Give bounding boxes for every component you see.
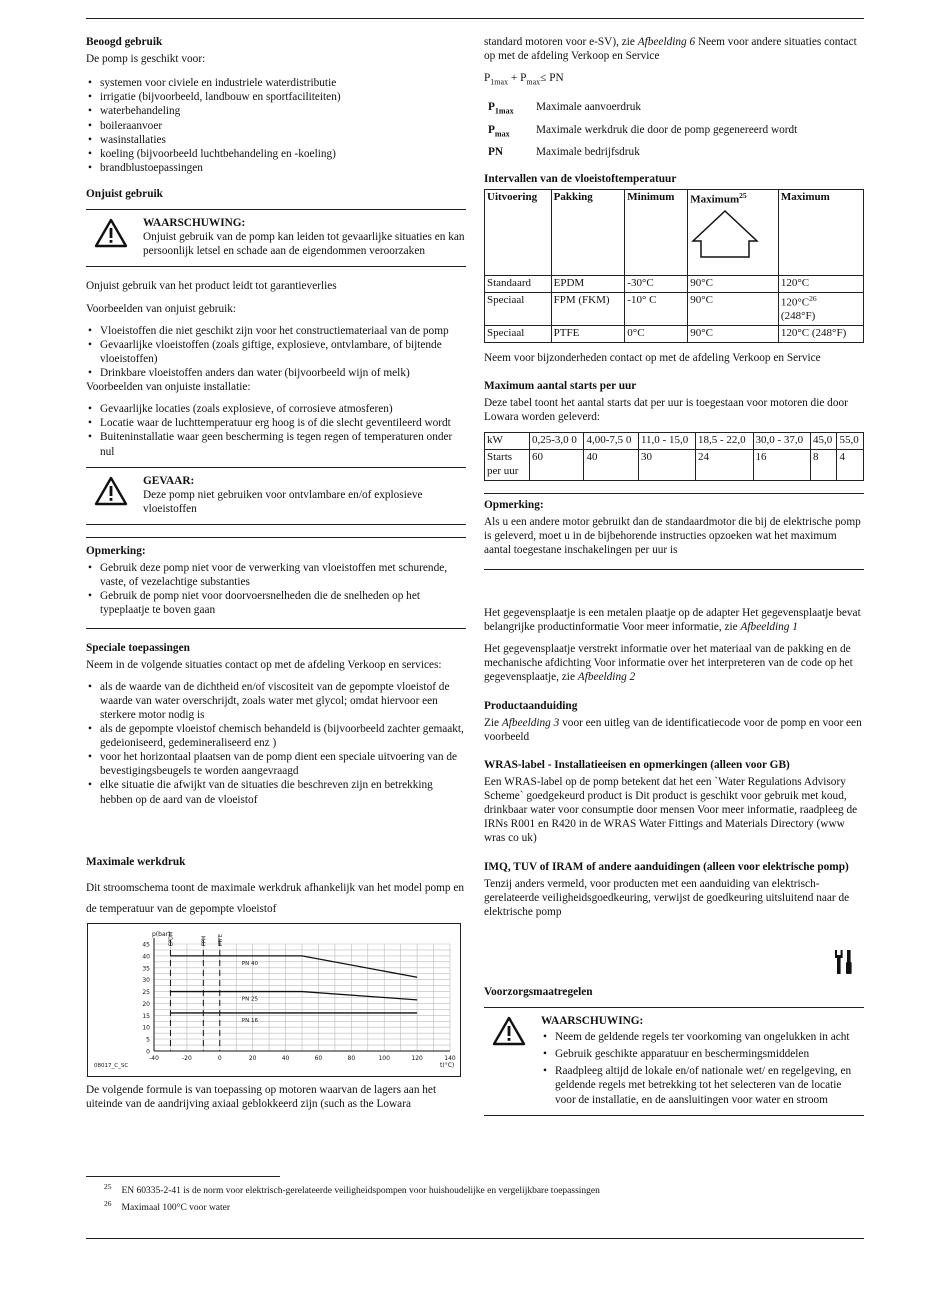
footnote <box>104 1199 864 1215</box>
table-cell: 90°C <box>688 326 779 343</box>
bullet-list-voorzorg <box>541 1030 864 1107</box>
x-tick-label: 100 <box>378 1054 390 1062</box>
table-cell: 90°C <box>688 276 779 293</box>
warning-title: WAARSCHUWING: <box>541 1015 644 1028</box>
y-tick-label: 20 <box>142 1000 150 1008</box>
y-tick-label: 5 <box>146 1036 150 1044</box>
footnote <box>104 1182 864 1198</box>
warning-triangle-icon <box>94 218 128 248</box>
table-header-row <box>485 190 864 276</box>
figure-reference: Afbeelding 3 <box>501 716 560 729</box>
list-item: • elke situatie die afwijkt van de situaties die beschreven zijn en betrekking hebben op de aard van de vloeistof <box>86 778 466 806</box>
footnote-number: 25 <box>104 1182 112 1191</box>
paragraph <box>484 35 864 63</box>
y-tick-label: 0 <box>146 1048 150 1056</box>
list-item: • wasinstallaties <box>86 133 466 147</box>
section-heading-beoogd: Beoogd gebruik <box>86 36 163 48</box>
danger-text: Deze pomp niet gebruiken voor ontvlambare en/of explosieve vloeistoffen <box>143 488 423 515</box>
paragraph: Neem in de volgende situaties contact op met de afdeling Verkoop en services: <box>86 658 442 671</box>
column-header: Maximum <box>778 190 863 276</box>
table-cell: kW <box>485 433 530 450</box>
series-label: PN 25 <box>241 996 258 1003</box>
y-tick-label: 40 <box>142 953 150 961</box>
paragraph: De pomp is geschikt voor: <box>86 53 206 66</box>
x-tick-label: 60 <box>314 1054 323 1062</box>
warning-triangle-icon <box>492 1016 526 1046</box>
figure-reference: Afbeelding 1 <box>740 621 798 634</box>
paragraph: Neem voor bijzonderheden contact op met de afdeling Verkoop en Service <box>484 351 821 364</box>
note-title: Opmerking: <box>484 498 544 511</box>
y-tick-label: 35 <box>142 964 150 972</box>
list-item: • Gevaarlijke locaties (zoals explosieve, of corrosieve atmosferen) <box>86 402 466 416</box>
table-cell: 120°C <box>778 276 863 293</box>
note-box <box>86 537 466 629</box>
paragraph: De volgende formule is van toepassing op motoren waarvan de lagers aan het uiteinde van de aandrijving axiaal geblokkeerd zijn (such as the Lowara <box>86 1083 437 1110</box>
x-tick-label: 80 <box>347 1054 356 1062</box>
table-cell: FPM (FKM) <box>551 292 625 325</box>
x-tick-label: 0 <box>217 1054 222 1062</box>
series-line <box>170 956 417 977</box>
table-cell: 18,5 - 22,0 <box>696 433 754 450</box>
table-cell: EPDM <box>551 276 625 293</box>
list-item: • Locatie waar de luchttemperatuur erg hoog is of die slecht geventileerd wordt <box>86 416 466 430</box>
paragraph <box>484 642 864 684</box>
y-tick-label: 30 <box>142 976 150 984</box>
series-label: PN 16 <box>241 1017 258 1024</box>
table-cell: $120^\circ C^{26}$ (248°F) <box>778 292 863 325</box>
paragraph: Deze tabel toont het aantal starts dat per uur is toegestaan voor motoren die door Lowara worden geleverd: <box>484 397 848 424</box>
list-item: • Gebruik deze pomp niet voor de verwerking van vloeistoffen met schurende, vaste, of vezelachtige substanties <box>86 561 466 589</box>
paragraph: Voorbeelden van onjuiste installatie: <box>86 381 251 394</box>
list-item: • brandblustoepassingen <box>86 161 466 175</box>
table-cell: 30 <box>638 450 695 481</box>
text-span: Zie <box>484 716 500 729</box>
warning-triangle-icon <box>94 476 128 506</box>
column-header: Maximum$^{25}$ <box>688 190 779 276</box>
table-cell: 11,0 - 15,0 <box>638 433 695 450</box>
figure-reference: Afbeelding 6 <box>637 36 696 48</box>
warning-text: Onjuist gebruik van de pomp kan leiden tot gevaarlijke situaties en kan persoonlijk letsel en schade aan de eigendommen veroorzaken <box>143 231 465 258</box>
definition-key: $P_{1max}$ <box>488 101 514 116</box>
definition-key: PN <box>488 145 504 158</box>
list-item: • Neem de geldende regels ter voorkoming van ongelukken in acht <box>541 1030 864 1044</box>
definition-value: Maximale bedrijfsdruk <box>536 145 640 158</box>
warning-box <box>86 209 466 267</box>
section-heading-onjuist: Onjuist gebruik <box>86 187 163 200</box>
warning-title: WAARSCHUWING: <box>143 217 246 230</box>
temperature-table <box>484 189 864 343</box>
material-label: EPDM <box>168 931 175 946</box>
definition-value: Maximale werkdruk die door de pomp gegenereerd wordt <box>536 123 798 136</box>
pressure-temperature-chart <box>87 923 461 1077</box>
definition-value: Maximale aanvoerdruk <box>536 101 642 114</box>
bottom-rule <box>86 1238 864 1239</box>
section-heading-voorzorg: Voorzorgsmaatregelen <box>484 985 593 998</box>
list-item: • als de gepompte vloeistof chemisch behandeld is (bijvoorbeeld zachter gemaakt, gedeioniseerd, gedemineraliseerd enz ) <box>86 722 466 750</box>
definition-key: $P_{max}$ <box>488 123 510 138</box>
right-column <box>484 35 864 1128</box>
section-heading-speciaal: Speciale toepassingen <box>86 641 190 654</box>
text-span: standard motoren voor e-SV), zie <box>484 36 635 48</box>
x-axis-label: t(°C) <box>440 1061 455 1069</box>
list-item: • irrigatie (bijvoorbeeld, landbouw en sportfaciliteiten) <box>86 90 466 104</box>
table-cell: Standaard <box>485 276 552 293</box>
x-tick-label: 120 <box>411 1054 423 1062</box>
definition-table <box>484 97 797 162</box>
section-heading-wras: WRAS-label - Installatieeisen en opmerkingen (alleen voor GB) <box>484 758 790 771</box>
section-heading-starts: Maximum aantal starts per uur <box>484 379 637 392</box>
bullet-list-onjuist <box>86 324 466 380</box>
text-span: voor een uitleg van de identificatiecode voor de pomp en voor een voorbeeld <box>484 716 862 743</box>
table-cell: 90°C <box>688 292 779 325</box>
material-label: PTFE <box>217 933 224 946</box>
list-item: • waterbehandeling <box>86 104 466 118</box>
y-tick-label: 45 <box>142 941 150 949</box>
column-header: Uitvoering <box>485 190 552 276</box>
paragraph <box>484 606 864 634</box>
list-item: • Gebruik geschikte apparatuur en beschermingsmiddelen <box>541 1047 864 1061</box>
table-cell: 40 <box>584 450 638 481</box>
table-cell: 45,0 <box>811 433 837 450</box>
table-row <box>485 450 864 481</box>
footnote-text: Maximaal 100°C voor water <box>121 1203 231 1214</box>
footnote-number: 26 <box>104 1199 112 1209</box>
paragraph: Een WRAS-label op de pomp betekent dat het een `Water Regulations Advisory Scheme` goedgekeurd product is Dit product is geschikt voor gebruik met koud, drinkbaar water voor consumptie door mensen Voor meer informatie, raadpleeg de IRNs R001 en R420 in de WRAS Water Fittings and Materials Directory (www wras co uk) <box>484 775 858 845</box>
bullet-list-beoogd <box>86 76 466 175</box>
text-span: Neem voor andere situaties contact op met de afdeling Verkoop en Service <box>484 36 857 63</box>
table-cell: 120°C (248°F) <box>778 326 863 343</box>
tools-icon-row <box>484 927 864 977</box>
y-tick-label: 15 <box>142 1012 150 1020</box>
x-tick-label: -40 <box>149 1054 159 1062</box>
note-box <box>484 493 864 570</box>
table-cell: 16 <box>753 450 811 481</box>
list-item: • Gebruik de pomp niet voor doorvoersnelheden die de snelheden op het typeplaatje te boven gaan <box>86 589 466 617</box>
series-line <box>170 991 417 999</box>
danger-box <box>86 467 466 525</box>
bullet-list-installatie <box>86 402 466 458</box>
table-row <box>484 142 797 162</box>
table-cell: 55,0 <box>837 433 864 450</box>
table-cell: -30°C <box>625 276 688 293</box>
figure-reference: Afbeelding 2 <box>577 671 636 684</box>
list-item: • als de waarde van de dichtheid en/of viscositeit van de gepompte vloeistof de waarde van water overschrijdt, zoals water met glycol; omdat hiervoor een sterkere motor nodig is <box>86 680 466 722</box>
danger-title: GEVAAR: <box>143 474 195 487</box>
list-item: • systemen voor civiele en industriele waterdistributie <box>86 76 466 90</box>
note-text: Als u een andere motor gebruikt dan de standaardmotor die bij de elektrische pomp is geleverd, moet u in de bijbehorende instructies opzoeken wat het maximum aantal toegestane inschakelingen per uur is <box>484 515 861 556</box>
paragraph: Tenzij anders vermeld, voor producten met een aanduiding van elektrisch-gerelateerde veiligheidsgoedkeuring, verwijst de goedkeuring uitsluitend naar de elektrische pomp <box>484 877 850 918</box>
top-rule <box>86 18 864 19</box>
table-cell: 24 <box>696 450 754 481</box>
starts-table <box>484 432 864 480</box>
x-tick-label: 140 <box>444 1054 456 1062</box>
table-cell: Starts per uur <box>485 450 530 481</box>
column-header: Pakking <box>551 190 625 276</box>
house-icon <box>690 208 760 260</box>
table-cell: Speciaal <box>485 326 552 343</box>
section-heading-product: Productaanduiding <box>484 699 578 712</box>
paragraph <box>484 716 864 744</box>
list-item: • Raadpleeg altijd de lokale en/of nationale wet/ en regelgeving, en geldende regels met betrekking tot het selecteren van de locatie voor de installatie, en de aansluitingen voor water en stroom <box>541 1064 864 1106</box>
table-cell: 0°C <box>625 326 688 343</box>
table-cell: 4 <box>837 450 864 481</box>
section-heading-werkdruk: Maximale werkdruk <box>86 855 186 868</box>
list-item: • Drinkbare vloeistoffen anders dan water (bijvoorbeeld wijn of melk) <box>86 366 466 380</box>
material-label: FPM <box>201 935 208 946</box>
footnote-rule <box>86 1176 280 1177</box>
list-item: • Gevaarlijke vloeistoffen (zoals giftige, explosieve, ontvlambare, of bijtende vloeistoffen) <box>86 338 466 366</box>
table-row <box>485 326 864 343</box>
footnote-text: EN 60335-2-41 is de norm voor elektrisch-gerelateerde veiligheidspompen voor huishoudelijke en vergelijkbare toepassingen <box>121 1186 600 1197</box>
table-cell: PTFE <box>551 326 625 343</box>
bullet-list-opmerking <box>86 561 466 617</box>
y-tick-label: 25 <box>142 988 150 996</box>
table-cell: 8 <box>811 450 837 481</box>
warning-box <box>484 1007 864 1116</box>
note-title: Opmerking: <box>86 544 146 557</box>
table-cell: 30,0 - 37,0 <box>753 433 811 450</box>
x-tick-label: -20 <box>181 1054 192 1062</box>
text-span: Het gegevensplaatje verstrekt informatie over het materiaal van de pakking en de mechanische afdichting Voor informatie over het interpreteren van de code op het gegevensplaatje, zie <box>484 643 853 684</box>
paragraph: Onjuist gebruik van het product leidt tot garantieverlies <box>86 280 337 293</box>
footnotes <box>86 1176 864 1215</box>
list-item: • voor het horizontaal plaatsen van de pomp dient een speciale uitvoering van de bevestigingsbeugels te worden aangevraagd <box>86 750 466 778</box>
table-row <box>484 97 797 119</box>
x-tick-label: 20 <box>248 1054 257 1062</box>
y-axis-label: p(bar) <box>152 930 171 938</box>
paragraph: Voorbeelden van onjuist gebruik: <box>86 302 237 315</box>
bullet-list-speciaal <box>86 680 466 807</box>
formula: $P_{1max} + P_{max}\le$ PN <box>484 72 564 87</box>
table-row <box>485 276 864 293</box>
left-column <box>86 35 466 1119</box>
table-cell: Speciaal <box>485 292 552 325</box>
chart-code: 08017_C_SC <box>94 1062 129 1069</box>
tools-icon <box>834 949 856 975</box>
list-item: • Buiteninstallatie waar geen bescherming is tegen regen of temperaturen onder nul <box>86 430 466 458</box>
series-label: PN 40 <box>241 960 258 967</box>
section-heading-temperatuur: Intervallen van de vloeistoftemperatuur <box>484 173 677 186</box>
table-cell: 4,00-7,5 0 <box>584 433 638 450</box>
x-tick-label: 40 <box>281 1054 290 1062</box>
list-item: • Vloeistoffen die niet geschikt zijn voor het constructiemateriaal van de pomp <box>86 324 466 338</box>
table-row <box>485 433 864 450</box>
list-item: • koeling (bijvoorbeeld luchtbehandeling en -koeling) <box>86 147 466 161</box>
y-tick-label: 10 <box>142 1024 150 1032</box>
section-heading-imq: IMQ, TUV of IRAM of andere aanduidingen (alleen voor elektrische pomp) <box>484 860 849 873</box>
column-header: Minimum <box>625 190 688 276</box>
table-row <box>484 120 797 142</box>
paragraph: Dit stroomschema toont de maximale werkdruk afhankelijk van het model pomp en de temperatuur van de gepompte vloeistof <box>86 881 465 916</box>
list-item: • boileraanvoer <box>86 119 466 133</box>
table-cell: 60 <box>530 450 584 481</box>
table-row <box>485 292 864 325</box>
table-cell: -10° C <box>625 292 688 325</box>
text-span: Het gegevensplaatje is een metalen plaatje op de adapter Het gegevensplaatje bevat belangrijke productinformatie Voor meer informatie, zie <box>484 606 861 634</box>
table-cell: 0,25-3,0 0 <box>530 433 584 450</box>
